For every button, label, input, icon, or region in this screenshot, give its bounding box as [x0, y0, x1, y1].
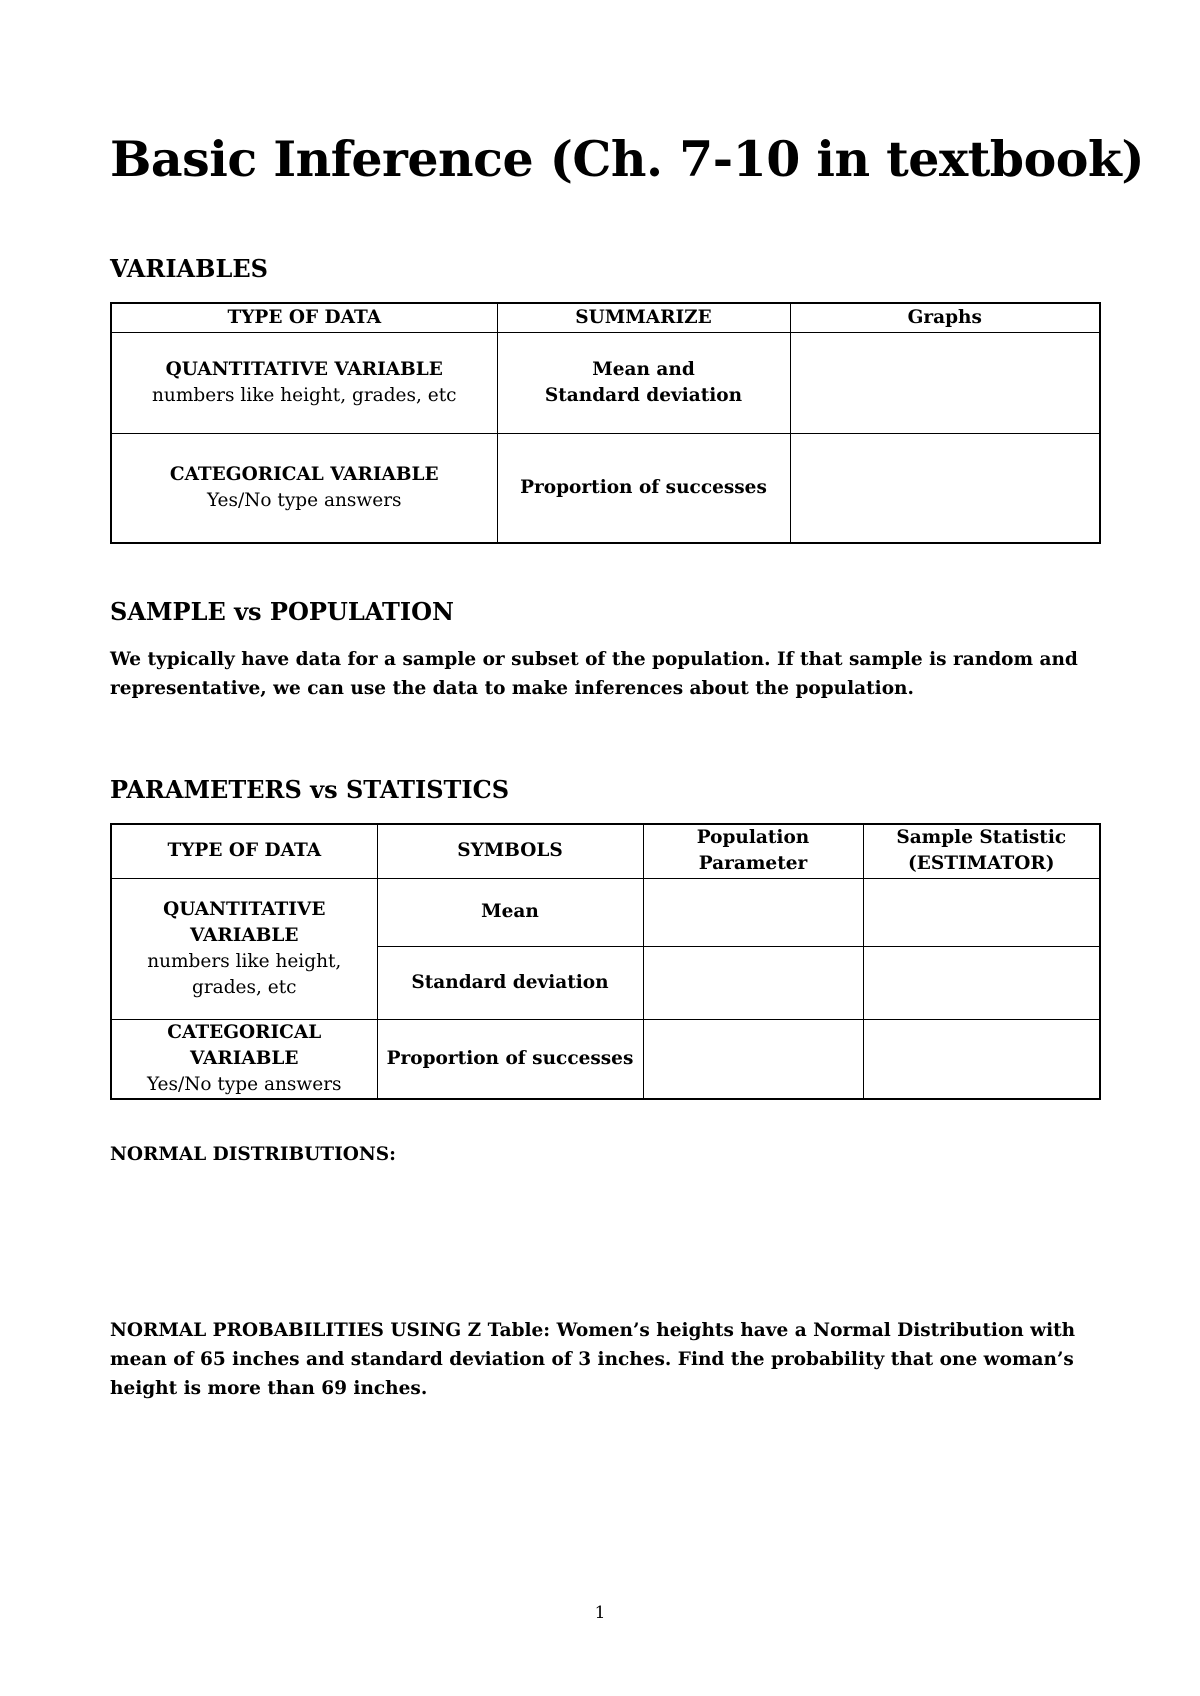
sample-statistic-cell: [863, 878, 1100, 946]
header-line: Parameter: [698, 853, 808, 875]
parameters-heading: PARAMETERS vs STATISTICS: [110, 775, 510, 804]
header-summarize: SUMMARIZE: [497, 303, 790, 332]
header-line: (ESTIMATOR): [908, 853, 1055, 875]
table-row: [111, 332, 1100, 433]
parameters-header-row: [111, 824, 1100, 878]
categorical-type-cell: [111, 1019, 377, 1099]
parameters-table: [110, 823, 1101, 1100]
type-cell: [111, 433, 497, 543]
sample-vs-population-text: We typically have data for a sample or subset of the population. If that sample is random and representative, we can use the data to make inferences about the population.: [110, 649, 1078, 699]
type-label: QUANTITATIVE VARIABLE: [163, 898, 326, 946]
table-row: [111, 878, 1100, 946]
table-row: [111, 433, 1100, 543]
type-description: numbers like height, grades, etc: [152, 384, 457, 406]
header-population-parameter: [643, 824, 863, 878]
quantitative-type-cell: [111, 878, 377, 1019]
population-parameter-cell: [643, 946, 863, 1019]
type-description: Yes/No type answers: [206, 489, 402, 511]
sample-statistic-cell: [863, 1019, 1100, 1099]
header-line: Sample Statistic: [896, 827, 1067, 849]
type-label: CATEGORICAL VARIABLE: [167, 1021, 322, 1069]
summarize-line: Standard deviation: [544, 384, 743, 406]
table-row: [111, 1019, 1100, 1099]
sample-vs-population-heading: SAMPLE vs POPULATION: [110, 597, 454, 626]
normal-probabilities-text: Women’s heights have a Normal Distribution with mean of 65 inches and standard deviation of 3 inches. Find the probability that one woman’s height is more than 69 inches.: [110, 1320, 1076, 1399]
graphs-cell: [790, 433, 1100, 543]
graphs-cell: [790, 332, 1100, 433]
variables-heading: VARIABLES: [110, 254, 268, 283]
symbol-mean: Mean: [377, 878, 643, 946]
header-symbols: SYMBOLS: [377, 824, 643, 878]
population-parameter-cell: [643, 1019, 863, 1099]
page-title: Basic Inference (Ch. 7-10 in textbook): [110, 130, 1145, 188]
summarize-cell: [497, 332, 790, 433]
sample-statistic-cell: [863, 946, 1100, 1019]
symbol-standard-deviation: Standard deviation: [377, 946, 643, 1019]
header-line: Population: [696, 827, 810, 849]
symbol-proportion: Proportion of successes: [377, 1019, 643, 1099]
type-label: QUANTITATIVE VARIABLE: [165, 358, 443, 380]
summarize-line: Mean and: [592, 358, 695, 380]
normal-probabilities-label: NORMAL PROBABILITIES USING Z Table:: [110, 1320, 551, 1341]
variables-header-row: [111, 303, 1100, 332]
type-description: Yes/No type answers: [146, 1073, 342, 1095]
normal-distributions-label: NORMAL DISTRIBUTIONS:: [110, 1144, 396, 1165]
normal-probabilities-paragraph: [110, 1316, 1100, 1403]
header-type-of-data: TYPE OF DATA: [111, 303, 497, 332]
variables-table: [110, 302, 1101, 544]
header-type-of-data: TYPE OF DATA: [111, 824, 377, 878]
type-label: CATEGORICAL VARIABLE: [169, 463, 439, 485]
header-sample-statistic: [863, 824, 1100, 878]
type-cell: [111, 332, 497, 433]
summarize-cell: Proportion of successes: [497, 433, 790, 543]
type-description: numbers like height, grades, etc: [147, 950, 342, 998]
population-parameter-cell: [643, 878, 863, 946]
header-graphs: Graphs: [790, 303, 1100, 332]
page-number: 1: [594, 1603, 606, 1623]
